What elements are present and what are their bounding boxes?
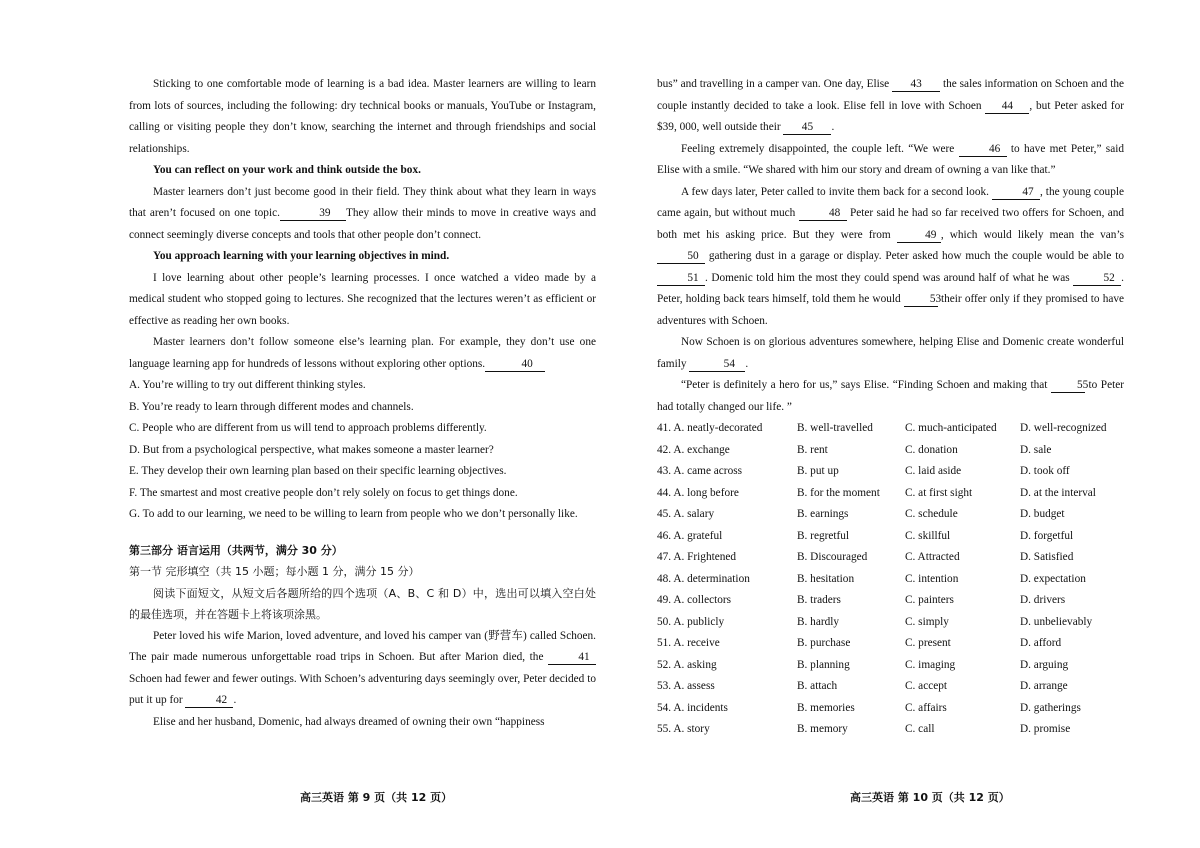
option-g: G. To add to our learning, we need to be willing to learn from people who we don’t personally like.: [129, 508, 578, 520]
choice-48-b: B. hesitation: [797, 572, 855, 585]
choice-47-b: B. Discouraged: [797, 551, 868, 563]
choice-41-b: B. well-travelled: [797, 422, 873, 434]
story-r3-f: . Domenic told him the most they could spend was around half of what he was: [705, 271, 1070, 284]
choice-55-a: 55. A. story: [657, 723, 710, 735]
choice-54-c: C. affairs: [905, 701, 947, 714]
choice-row-49: [657, 590, 1124, 612]
choice-45-c: C. schedule: [905, 508, 958, 520]
section-subtitle: 第一节 完形填空（共 15 小题；每小题 1 分，满分 15 分）: [129, 565, 420, 578]
story-paragraph-5: Now Schoen is on glorious adventures somewhere, helping Elise and Domenic create wonderful family 54 .: [657, 336, 1124, 370]
story-r3-h: their offer only if they promised to have adventures with Schoen.: [657, 293, 1125, 327]
heading-objectives: You approach learning with your learning objectives in mind.: [153, 250, 450, 262]
choice-51-d: D. afford: [1020, 637, 1062, 649]
choice-51-b: B. purchase: [797, 637, 851, 649]
choice-46-d: D. forgetful: [1020, 529, 1074, 542]
choice-49-d: D. drivers: [1020, 594, 1066, 606]
blank-55: 55: [1051, 378, 1085, 393]
choice-41-d: D. well-recognized: [1020, 422, 1107, 434]
story-r1-b: the sales information on Schoen and the couple instantly decided to take a look. Elise fell in love with Schoen: [657, 78, 1125, 112]
story-r3-a: A few days later, Peter called to invite them back for a second look.: [681, 185, 989, 198]
story-paragraph-4: [657, 182, 1124, 333]
choice-43-c: C. laid aside: [905, 465, 962, 477]
story-r5-b: to Peter had totally changed our life. ”: [657, 379, 1125, 413]
choice-53-d: D. arrange: [1020, 680, 1068, 692]
choice-51-c: C. present: [905, 637, 951, 649]
choices-table: [657, 418, 1124, 741]
choice-50-c: C. simply: [905, 615, 949, 628]
instructions: 阅读下面短文，从短文后各题所给的四个选项（A、B、C 和 D）中，选出可以填入空白处的最佳选项，并在答题卡上将该项涂黑。: [129, 586, 596, 621]
story-paragraph-3: [657, 139, 1124, 182]
paragraph-reflect-b: They allow their minds to move in creative ways and connect seemingly diverse concepts and tools that other people don’t connect.: [129, 207, 596, 241]
paragraph-reflect: [129, 182, 596, 247]
choice-53-a: 53. A. assess: [657, 680, 715, 692]
blank-40: 40: [485, 357, 545, 372]
choice-51-a: 51. A. receive: [657, 637, 720, 649]
choice-55-b: B. memory: [797, 723, 848, 735]
blank-42: 42: [185, 693, 233, 708]
choice-48-c: C. intention: [905, 572, 959, 585]
blank-41: 41: [548, 650, 596, 665]
choice-41-a: 41. A. neatly-decorated: [657, 422, 763, 434]
story-r3-c: Peter said he had so far received two offers for Schoen, and both met his asking price. But they were from: [657, 207, 1125, 241]
choice-47-c: C. Attracted: [905, 551, 960, 563]
choice-54-b: B. memories: [797, 701, 855, 714]
choice-50-a: 50. A. publicly: [657, 615, 725, 628]
story-r3-e: gathering dust in a garage or display. Peter asked how much the couple would be able to: [708, 250, 1124, 262]
paragraph-sources: Sticking to one comfortable mode of learning is a bad idea. Master learners are willing to learn from lots of sources, including the following: dry technical books or manuals, YouTube or Instagram, calling or visiting people they don’t know, searching the internet and through friendships and social relationships.: [129, 78, 596, 155]
choice-42-b: B. rent: [797, 443, 828, 456]
story-r1-c: , but Peter asked for $39, 000, well outside their: [657, 99, 1124, 133]
choice-49-b: B. traders: [797, 594, 841, 606]
choice-42-c: C. donation: [905, 443, 958, 456]
choice-row-45: [657, 504, 1124, 526]
choice-48-d: D. expectation: [1020, 572, 1086, 585]
right-page-column: [657, 74, 1124, 741]
choice-44-b: B. for the moment: [797, 486, 880, 499]
blank-48: 48: [799, 206, 847, 221]
choice-43-d: D. took off: [1020, 465, 1070, 477]
paragraph-reflect-a: Master learners don’t just become good in their field. They think about what they learn in ways that aren’t focused on one topic.: [129, 185, 596, 219]
option-f: F. The smartest and most creative people don’t rely solely on focus to get things done.: [129, 486, 518, 499]
choice-row-46: [657, 526, 1124, 548]
choice-50-b: B. hardly: [797, 615, 840, 628]
story-paragraph-1-b: Schoen had fewer and fewer outings. With Schoen’s adventuring days seemingly over, Peter decided to put it up for: [129, 672, 596, 706]
choice-row-54: [657, 698, 1124, 720]
option-e: E. They develop their own learning plan based on their specific learning objectives.: [129, 465, 507, 477]
choice-54-a: 54. A. incidents: [657, 701, 728, 714]
story-r4-a: Now Schoen is on glorious adventures somewhere, helping Elise and Domenic create wonderful family: [657, 336, 1124, 370]
choice-52-a: 52. A. asking: [657, 658, 717, 671]
footer-page-10: 高三英语 第 10 页（共 12 页）: [850, 791, 1010, 804]
story-paragraph-6: [657, 375, 1124, 418]
option-d: D. But from a psychological perspective, what makes someone a master learner?: [129, 443, 494, 456]
choice-46-b: B. regretful: [797, 529, 850, 542]
choice-45-d: D. budget: [1020, 508, 1065, 520]
left-page-column: [129, 74, 596, 733]
choice-43-b: B. put up: [797, 465, 839, 477]
blank-45: 45: [783, 120, 831, 135]
blank-53: 53: [904, 292, 938, 307]
blank-39: 39: [280, 206, 346, 221]
blank-52: 52: [1073, 271, 1121, 286]
option-a: A. You’re willing to try out different thinking styles.: [129, 379, 366, 391]
blank-49: 49: [897, 228, 941, 243]
choice-55-d: D. promise: [1020, 723, 1071, 735]
choice-row-53: [657, 676, 1124, 698]
blank-46: 46: [959, 142, 1007, 157]
blank-44: 44: [985, 99, 1029, 114]
paragraph-processes: I love learning about other people’s learning processes. I once watched a video made by a medical student who stopped going to lectures. She recognized that the lectures weren’t as efficient or effective as reading her own books.: [129, 271, 596, 327]
choice-53-b: B. attach: [797, 680, 838, 692]
choice-44-d: D. at the interval: [1020, 486, 1096, 499]
story-paragraph-2-cont: bus” and travelling in a camper van. One day, Elise 43 the sales information on Schoen and the couple instantly decided to take a look. Elise fell in love with Schoen 44 , but Peter asked for $39, 000, well outside their 45 .: [657, 78, 1125, 133]
story-r3-b: , the young couple came again, but without much: [657, 185, 1125, 219]
choice-54-d: D. gatherings: [1020, 701, 1081, 714]
heading-reflect: You can reflect on your work and think outside the box.: [153, 164, 421, 176]
choice-52-b: B. planning: [797, 658, 850, 671]
blank-50: 50: [657, 249, 705, 264]
blank-54: 54: [689, 357, 745, 372]
story-r5-a: “Peter is definitely a hero for us,” says Elise. “Finding Schoen and making that: [681, 379, 1048, 391]
story-r3-d: , which would likely mean the van’s: [940, 228, 1124, 241]
choice-row-44: [657, 483, 1124, 505]
choice-46-a: 46. A. grateful: [657, 529, 723, 542]
paragraph-plan-text: Master learners don’t follow someone else’s learning plan. For example, they don’t use one language learning app for hundreds of lessons without exploring other options.: [129, 336, 596, 370]
choice-42-d: D. sale: [1020, 443, 1052, 456]
choice-row-55: [657, 719, 1124, 741]
choice-50-d: D. unbelievably: [1020, 615, 1093, 628]
choice-row-43: [657, 461, 1124, 483]
choice-44-c: C. at first sight: [905, 486, 973, 499]
blank-43: 43: [892, 77, 940, 92]
choice-53-c: C. accept: [905, 680, 948, 692]
choice-48-a: 48. A. determination: [657, 572, 750, 585]
blank-47: 47: [992, 185, 1040, 200]
section-title: 第三部分 语言运用（共两节，满分 30 分）: [129, 543, 343, 557]
choice-row-42: [657, 440, 1124, 462]
footer-page-9: 高三英语 第 9 页（共 12 页）: [300, 791, 453, 804]
choice-row-48: [657, 569, 1124, 591]
story-r3-g: . Peter, holding back tears himself, told them he would: [657, 271, 1124, 305]
option-b: B. You’re ready to learn through different modes and channels.: [129, 400, 414, 413]
choice-row-41: [657, 418, 1124, 440]
choice-row-47: [657, 547, 1124, 569]
choice-47-a: 47. A. Frightened: [657, 551, 737, 563]
choice-46-c: C. skillful: [905, 529, 951, 542]
story-paragraph-1: Peter loved his wife Marion, loved adventure, and loved his camper van (野营车) called Schoen. The pair made numerous unforgettable road trips in Schoen. But after Marion died, the 41 Schoen had fewer and fewer outings. With Schoen’s adventuring days seemingly over, Peter decided to put it up for 42 .: [129, 629, 596, 706]
choice-45-b: B. earnings: [797, 508, 849, 520]
choice-49-c: C. painters: [905, 594, 954, 606]
story-r2-b: to have met Peter,” said Elise with a smile. “We shared with him our story and dream of owning a van like that.”: [657, 142, 1124, 176]
paragraph-plan: [129, 332, 596, 375]
choice-row-51: [657, 633, 1124, 655]
choice-52-d: D. arguing: [1020, 658, 1069, 671]
choice-55-c: C. call: [905, 723, 935, 735]
story-paragraph-1-a: Peter loved his wife Marion, loved adventure, and loved his camper van (野营车) called Schoen. The pair made numerous unforgettable road trips in Schoen. But after Marion died, the: [129, 629, 596, 663]
choice-47-d: D. Satisfied: [1020, 551, 1074, 563]
choice-49-a: 49. A. collectors: [657, 594, 732, 606]
choice-row-50: [657, 612, 1124, 634]
choice-44-a: 44. A. long before: [657, 486, 739, 499]
blank-51: 51: [657, 271, 705, 286]
story-r2-a: Feeling extremely disappointed, the couple left. “We were: [681, 142, 955, 155]
choice-42-a: 42. A. exchange: [657, 443, 730, 456]
choice-45-a: 45. A. salary: [657, 508, 715, 520]
choice-41-c: C. much-anticipated: [905, 422, 997, 434]
choice-row-52: [657, 655, 1124, 677]
choice-52-c: C. imaging: [905, 658, 956, 671]
choice-43-a: 43. A. came across: [657, 465, 743, 477]
story-r1-a: bus” and travelling in a camper van. One day, Elise: [657, 78, 890, 90]
story-paragraph-2: Elise and her husband, Domenic, had always dreamed of owning their own “happiness: [153, 715, 545, 728]
option-c: C. People who are different from us will tend to approach problems differently.: [129, 422, 487, 434]
